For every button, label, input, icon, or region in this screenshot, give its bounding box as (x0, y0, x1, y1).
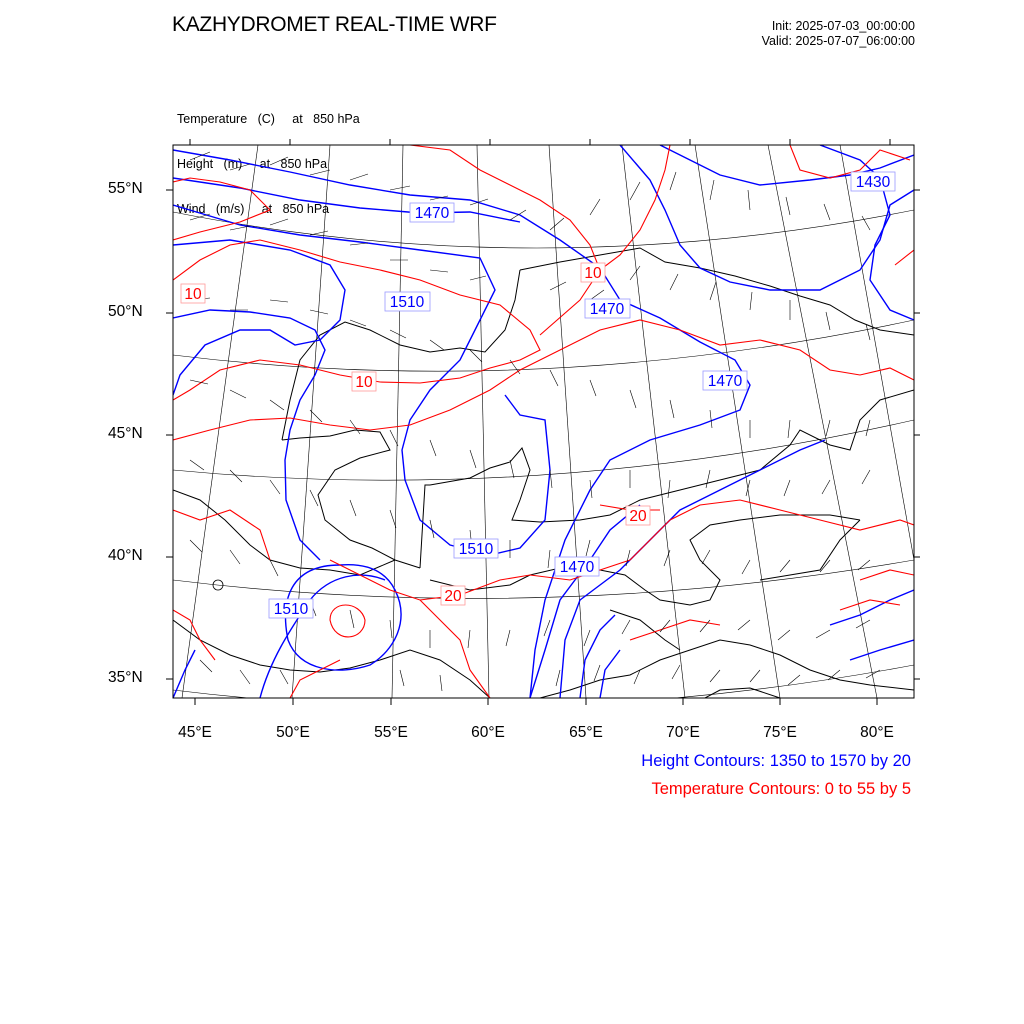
field-height: Height (m) at 850 hPa (177, 157, 328, 171)
svg-text:10: 10 (584, 265, 602, 282)
height-contour-legend: Height Contours: 1350 to 1570 by 20 (641, 752, 911, 770)
map-title: KAZHYDROMET REAL-TIME WRF (172, 13, 497, 36)
lat-label-50n: 50°N (108, 303, 143, 320)
parallel-lines (173, 210, 914, 708)
lon-label-75e: 75°E (763, 724, 797, 741)
lon-label-60e: 60°E (471, 724, 505, 741)
lon-label-45e: 45°E (178, 724, 212, 741)
height-label-1510-a (385, 292, 430, 311)
valid-time: Valid: 2025-07-07_06:00:00 (761, 34, 915, 48)
svg-text:1470: 1470 (589, 301, 625, 318)
height-label-1470-d (555, 557, 599, 576)
height-label-1430 (851, 172, 895, 191)
height-label-1510-b (454, 539, 498, 558)
lat-label-45n: 45°N (108, 425, 143, 442)
temp-label-10-a (181, 284, 205, 303)
lon-label-55e: 55°E (374, 724, 408, 741)
lon-label-50e: 50°E (276, 724, 310, 741)
temp-label-10-c (581, 263, 605, 282)
temp-label-20-a (626, 506, 650, 525)
temp-label-10-b (352, 372, 376, 391)
svg-text:1470: 1470 (559, 559, 595, 576)
init-time: Init: 2025-07-03_00:00:00 (771, 19, 915, 33)
temp-label-20-b (441, 586, 465, 605)
temperature-labels (181, 263, 650, 605)
height-label-1510-c (269, 599, 313, 618)
svg-text:10: 10 (184, 286, 202, 303)
lon-label-65e: 65°E (569, 724, 603, 741)
svg-text:1470: 1470 (707, 373, 743, 390)
height-label-1470-a (410, 203, 454, 222)
height-label-1470-c (703, 371, 747, 390)
axis-ticks (166, 139, 920, 705)
lat-label-55n: 55°N (108, 180, 143, 197)
height-labels (269, 172, 895, 618)
svg-text:1430: 1430 (855, 174, 891, 191)
border-lines (173, 248, 914, 698)
temperature-contour-legend: Temperature Contours: 0 to 55 by 5 (651, 780, 911, 798)
svg-text:1510: 1510 (458, 541, 494, 558)
svg-text:1510: 1510 (273, 601, 309, 618)
svg-text:1470: 1470 (414, 205, 450, 222)
lon-label-70e: 70°E (666, 724, 700, 741)
lon-label-80e: 80°E (860, 724, 894, 741)
svg-text:1510: 1510 (389, 294, 425, 311)
height-label-1470-b (585, 299, 630, 318)
field-wind: Wind (m/s) at 850 hPa (177, 202, 330, 216)
svg-text:20: 20 (629, 508, 647, 525)
lat-label-40n: 40°N (108, 547, 143, 564)
svg-text:10: 10 (355, 374, 373, 391)
field-temperature: Temperature (C) at 850 hPa (177, 112, 360, 126)
svg-text:20: 20 (444, 588, 462, 605)
lat-label-35n: 35°N (108, 669, 143, 686)
